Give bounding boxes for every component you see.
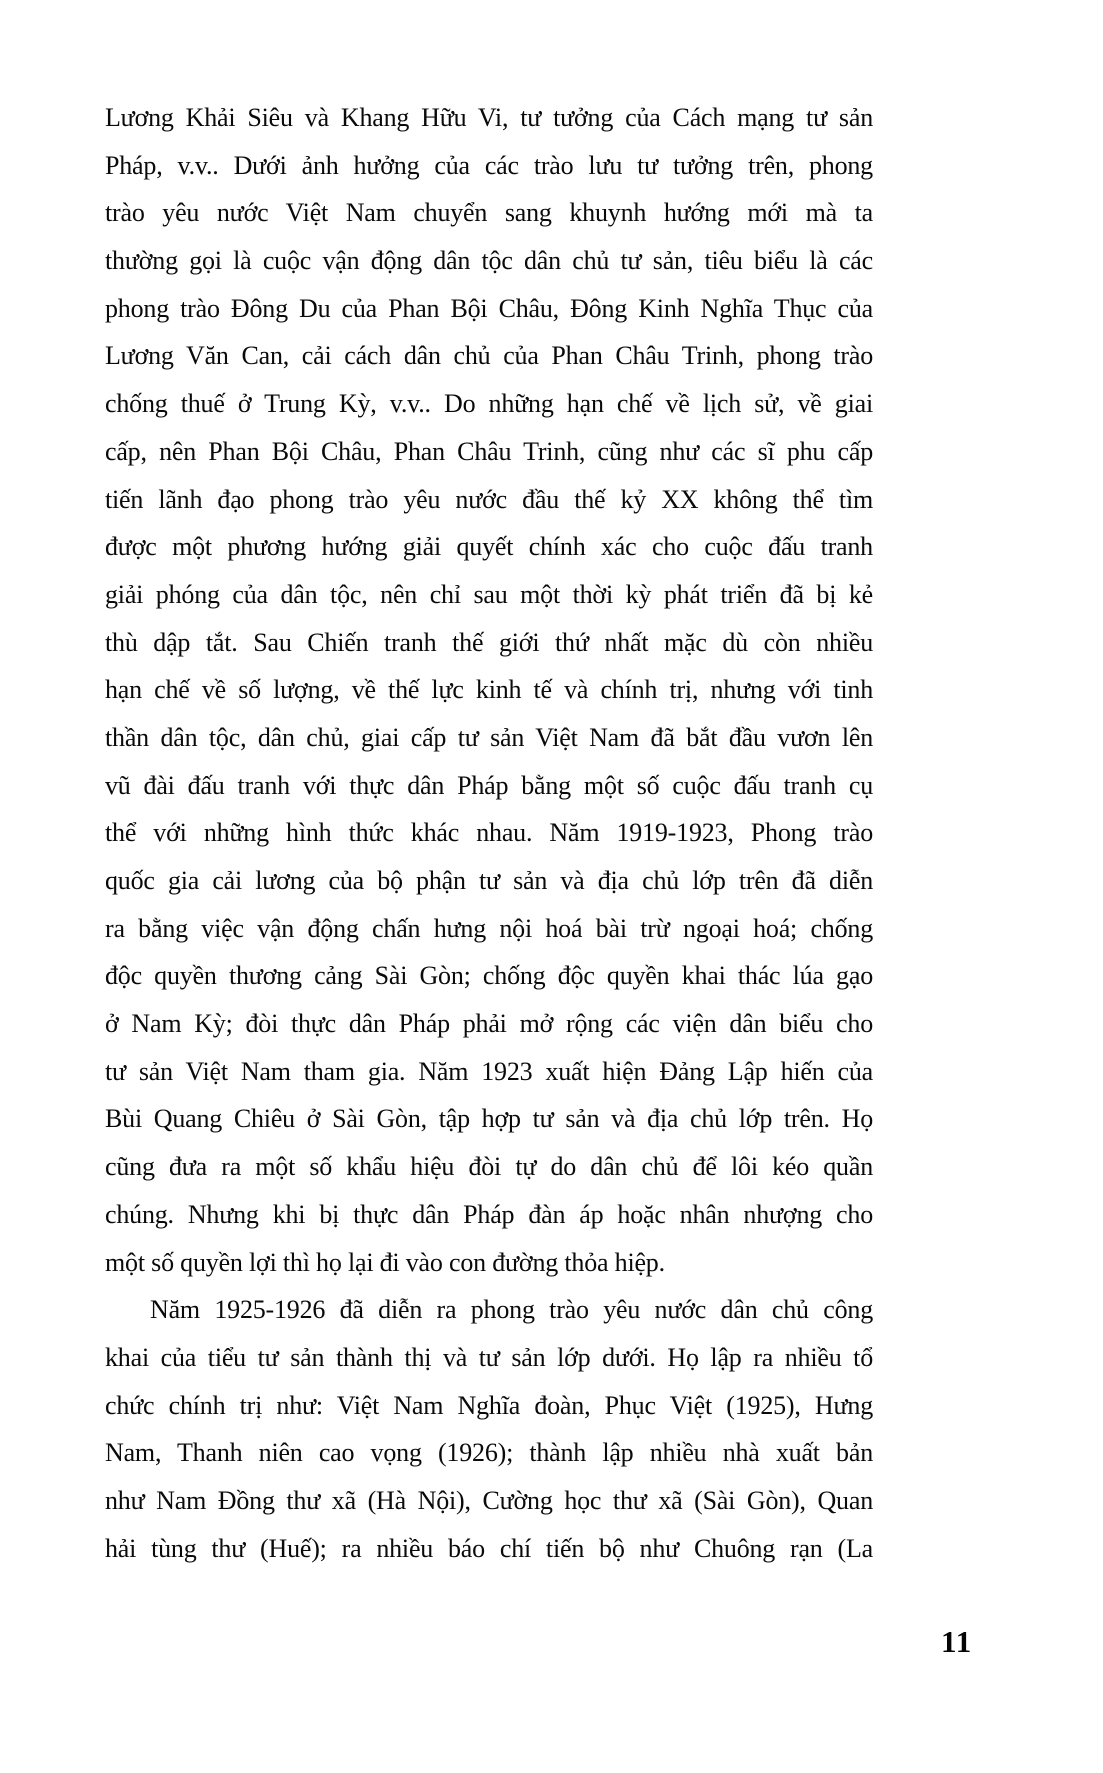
text-line: thể với những hình thức khác nhau. Năm 1919-1923, Phong trào — [105, 818, 873, 848]
text-line: chống thuế ở Trung Kỳ, v.v.. Do những hạn chế về lịch sử, về giai — [105, 389, 873, 419]
text-line: quốc gia cải lương của bộ phận tư sản và địa chủ lớp trên đã diễn — [105, 866, 873, 895]
text-line: chức chính trị như: Việt Nam Nghĩa đoàn, Phục Việt (1925), Hưng — [105, 1390, 873, 1420]
text-line: hạn chế về số lượng, về thế lực kinh tế và chính trị, nhưng với tinh — [105, 675, 873, 705]
text-line: thường gọi là cuộc vận động dân tộc dân chủ tư sản, tiêu biểu là các — [105, 246, 873, 276]
text-line: vũ đài đấu tranh với thực dân Pháp bằng một số cuộc đấu tranh cụ — [105, 770, 873, 800]
text-line: tư sản Việt Nam tham gia. Năm 1923 xuất hiện Đảng Lập hiến của — [105, 1056, 873, 1086]
text-line: phong trào Đông Du của Phan Bội Châu, Đông Kinh Nghĩa Thục của — [105, 293, 873, 323]
text-line: ra bằng việc vận động chấn hưng nội hoá bài trừ ngoại hoá; chống — [105, 913, 873, 943]
text-line: cấp, nên Phan Bội Châu, Phan Châu Trinh, cũng như các sĩ phu cấp — [105, 436, 873, 466]
text-line: giải phóng của dân tộc, nên chỉ sau một thời kỳ phát triển đã bị kẻ — [105, 579, 873, 609]
text-line: tiến lãnh đạo phong trào yêu nước đầu thế kỷ XX không thể tìm — [105, 484, 873, 514]
text-line: Pháp, v.v.. Dưới ảnh hưởng của các trào lưu tư tưởng trên, phong — [105, 150, 873, 180]
paragraph — [105, 1286, 873, 1572]
text-line: cũng đưa ra một số khẩu hiệu đòi tự do dân chủ để lôi kéo quần — [105, 1152, 873, 1182]
text-line: Lương Khải Siêu và Khang Hữu Vi, tư tưởng của Cách mạng tư sản — [105, 103, 873, 132]
text-line: như Nam Đồng thư xã (Hà Nội), Cường học thư xã (Sài Gòn), Quan — [105, 1485, 873, 1515]
text-line: Nam, Thanh niên cao vọng (1926); thành lập nhiều nhà xuất bản — [105, 1438, 873, 1468]
text-line: ở Nam Kỳ; đòi thực dân Pháp phải mở rộng các viện dân biểu cho — [105, 1009, 873, 1039]
text-line: chúng. Nhưng khi bị thực dân Pháp đàn áp hoặc nhân nhượng cho — [105, 1199, 873, 1229]
text-line: Năm 1925-1926 đã diễn ra phong trào yêu nước dân chủ công — [150, 1295, 873, 1325]
text-line: thần dân tộc, dân chủ, giai cấp tư sản Việt Nam đã bắt đầu vươn lên — [105, 722, 873, 752]
text-block — [105, 94, 873, 1572]
text-line: hải tùng thư (Huế); ra nhiều báo chí tiến bộ như Chuông rạn (La — [105, 1533, 873, 1563]
text-line: độc quyền thương cảng Sài Gòn; chống độc quyền khai thác lúa gạo — [105, 961, 873, 991]
paragraph — [105, 94, 873, 1286]
text-line: một số quyền lợi thì họ lại đi vào con đường thỏa hiệp. — [105, 1247, 665, 1277]
page-number: 11 — [941, 1624, 973, 1659]
text-line: Bùi Quang Chiêu ở Sài Gòn, tập hợp tư sản và địa chủ lớp trên. Họ — [105, 1104, 873, 1134]
text-line: được một phương hướng giải quyết chính xác cho cuộc đấu tranh — [105, 532, 873, 562]
text-line: khai của tiểu tư sản thành thị và tư sản lớp dưới. Họ lập ra nhiều tổ — [105, 1342, 873, 1372]
text-line: Lương Văn Can, cải cách dân chủ của Phan Châu Trinh, phong trào — [105, 341, 873, 371]
text-line: thù dập tắt. Sau Chiến tranh thế giới thứ nhất mặc dù còn nhiều — [105, 627, 873, 657]
text-line: trào yêu nước Việt Nam chuyển sang khuynh hướng mới mà ta — [105, 198, 873, 228]
